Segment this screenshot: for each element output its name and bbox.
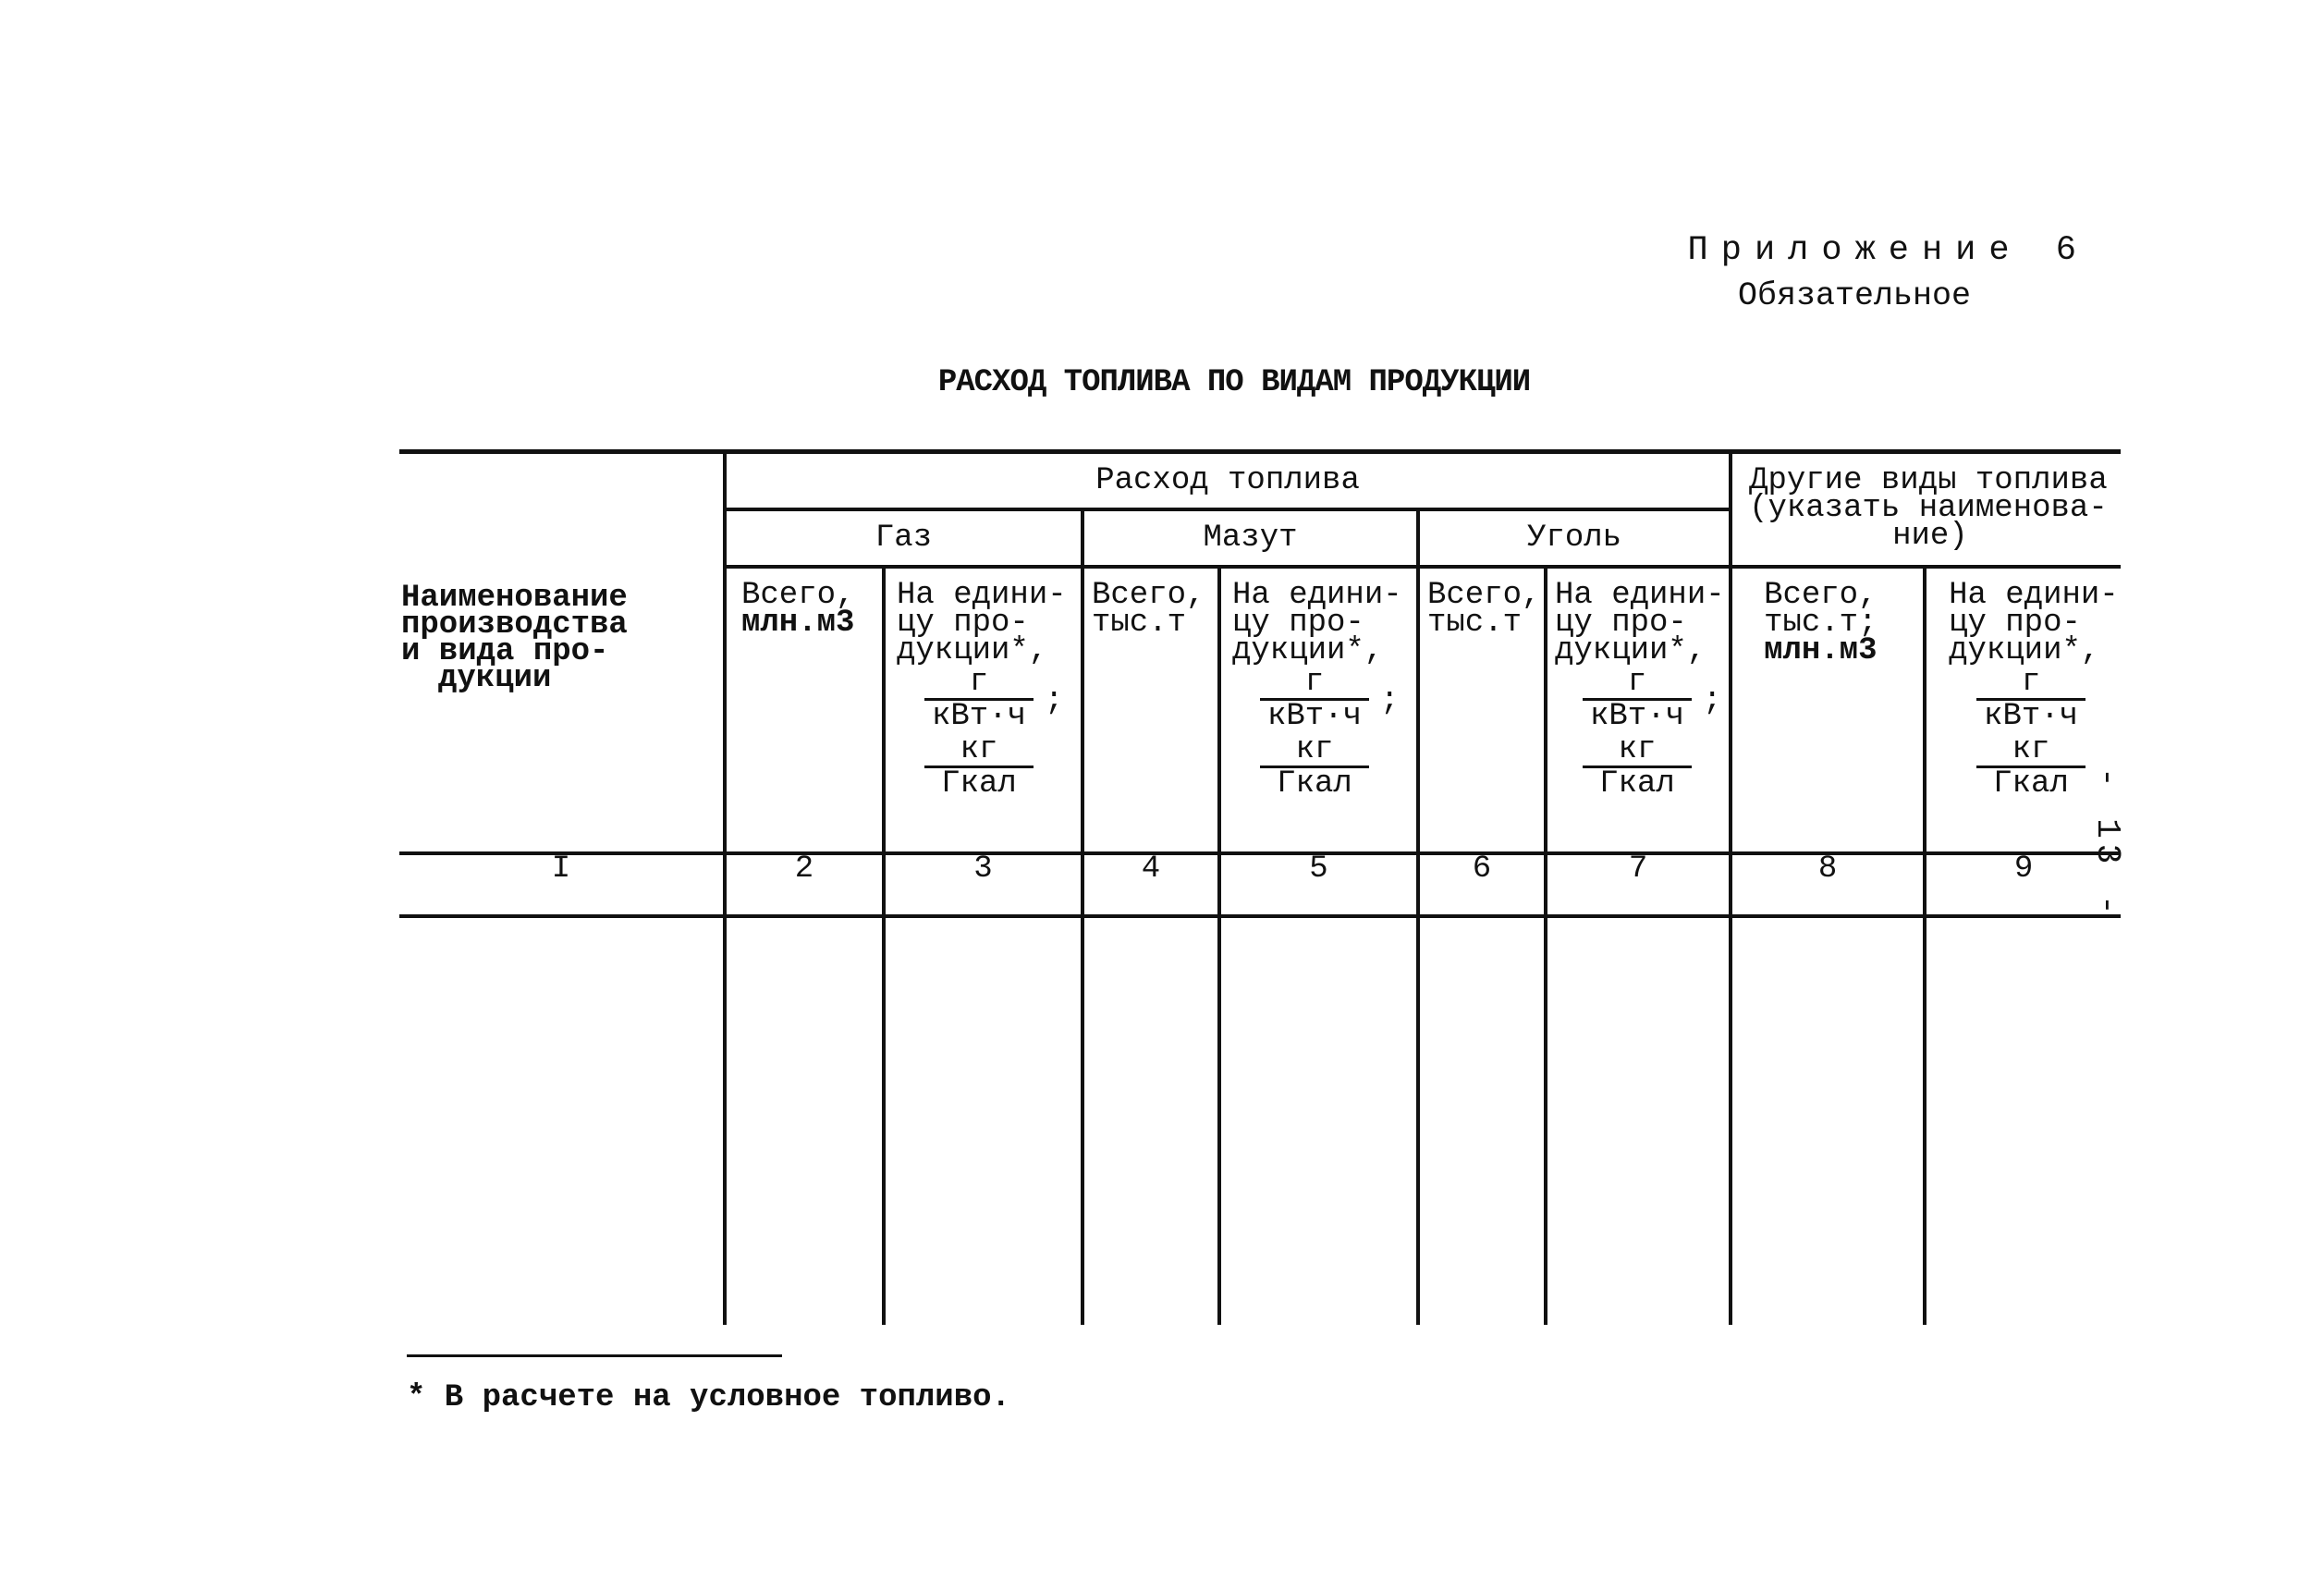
table-cell (725, 916, 884, 1325)
group-other-line: ние) (1892, 519, 1968, 554)
unit-fraction-heat: кг Гкал (1260, 734, 1411, 800)
col-name-header (399, 452, 725, 853)
group-other-line: Другие виды топлива (1749, 463, 2108, 498)
coal-total-header (1418, 567, 1546, 853)
fuel-gas: Газ (725, 509, 1082, 567)
table-cell (1082, 916, 1219, 1325)
per-unit-line: На едини- (1232, 577, 1402, 613)
per-unit-line: На едини- (897, 577, 1067, 613)
appendix-label: Приложение 6 (1687, 231, 2089, 270)
table-body-row (399, 916, 2121, 1325)
appendix-status: Обязательное (1738, 277, 1972, 314)
unit-fraction-heat: кг Гкал (1583, 734, 1723, 800)
column-number: 5 (1219, 853, 1418, 916)
per-unit-line: цу про- (897, 605, 1029, 641)
unit-fraction-heat: кг Гкал (1976, 734, 2115, 800)
gas-total-header (725, 567, 884, 853)
fuel-consumption-table (399, 449, 2121, 1325)
other-total-header (1731, 567, 1925, 853)
gas-per-unit-header: На едини- цу про- дукции*, г кВт·ч ; кг Гкал (884, 567, 1082, 853)
column-number: 6 (1418, 853, 1546, 916)
gas-total-line: Всего, (741, 577, 855, 613)
fuel-coal: Уголь (1418, 509, 1731, 567)
group-other-line: (указать наименова- (1749, 491, 2108, 526)
unit-fraction-energy: г кВт·ч (1260, 667, 1411, 732)
col-name-line: Наименование (401, 581, 628, 616)
column-number: 4 (1082, 853, 1219, 916)
per-unit-line: дукции*, (897, 632, 1048, 668)
per-unit-line: На едини- (1949, 577, 2119, 613)
unit-fraction-energy: г кВт·ч (1976, 667, 2115, 732)
per-unit-line: цу про- (1555, 605, 1687, 641)
column-number: 8 (1731, 853, 1925, 916)
other-per-unit-header (1925, 567, 2121, 853)
col-name-line: дукции (438, 661, 552, 696)
column-number: I (399, 853, 725, 916)
per-unit-line: цу про- (1232, 605, 1364, 641)
table-cell (1219, 916, 1418, 1325)
per-unit-line: дукции*, (1949, 632, 2100, 668)
col-name-line: производства (401, 607, 628, 643)
unit-fraction-energy: г кВт·ч (924, 667, 1075, 732)
coal-total-line: Всего, (1427, 577, 1541, 613)
page-title: РАСХОД ТОПЛИВА ПО ВИДАМ ПРОДУКЦИИ (937, 365, 1531, 400)
other-total-unit: млн.м3 (1764, 632, 1878, 668)
column-numbers-row (399, 853, 2121, 916)
col-name-line: и вида про- (401, 634, 609, 669)
other-total-line: Всего, (1764, 577, 1878, 613)
per-unit-line: дукции*, (1232, 632, 1384, 668)
footnote: * В расчете на условное топливо. (407, 1380, 1010, 1415)
group-fuel-consumption: Расход топлива (725, 452, 1731, 509)
oil-per-unit-header: На едини- цу про- дукции*, г кВт·ч ; кг Гкал (1219, 567, 1418, 853)
table-cell (1546, 916, 1731, 1325)
group-other-fuels (1731, 452, 2121, 567)
table-cell (399, 916, 725, 1325)
table-cell (1418, 916, 1546, 1325)
per-unit-line: дукции*, (1555, 632, 1706, 668)
table-cell (1731, 916, 1925, 1325)
footnote-separator (407, 1354, 782, 1357)
column-number: 7 (1546, 853, 1731, 916)
coal-total-unit: тыс.т (1427, 605, 1523, 641)
oil-total-line: Всего, (1092, 577, 1205, 613)
unit-fraction-energy: г кВт·ч (1583, 667, 1723, 732)
coal-per-unit-header: На едини- цу про- дукции*, г кВт·ч ; кг Гкал (1546, 567, 1731, 853)
column-number: 2 (725, 853, 884, 916)
table-cell (884, 916, 1082, 1325)
oil-total-unit: тыс.т (1092, 605, 1187, 641)
column-number: 3 (884, 853, 1082, 916)
unit-fraction-heat: кг Гкал (924, 734, 1075, 800)
fuel-oil: Мазут (1082, 509, 1418, 567)
gas-total-unit: млн.м3 (741, 605, 855, 641)
per-unit-line: цу про- (1949, 605, 2081, 641)
oil-total-header (1082, 567, 1219, 853)
per-unit-line: На едини- (1555, 577, 1725, 613)
other-total-line: тыс.т; (1764, 605, 1878, 641)
table-cell (1925, 916, 2121, 1325)
column-number: 9 (1925, 853, 2121, 916)
page-number: - 13 - (2088, 767, 2126, 921)
